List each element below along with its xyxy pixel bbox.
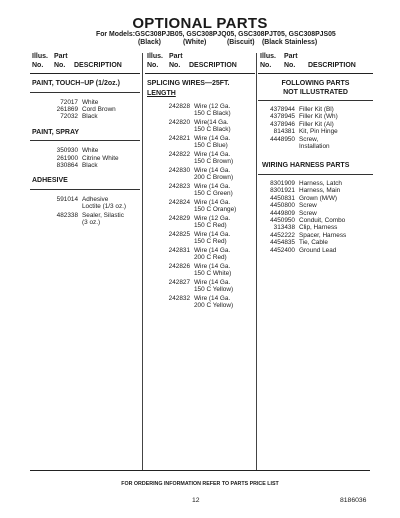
list-item: 8301909 Harness, Latch bbox=[270, 179, 342, 187]
document-number: 8186036 bbox=[340, 497, 367, 504]
column-header: Illus. No. Part No. DESCRIPTION bbox=[32, 53, 122, 69]
list-item: 4448950 Screw, Installation bbox=[270, 135, 330, 151]
list-item: 72032 Black bbox=[60, 113, 98, 121]
column-3 bbox=[258, 53, 373, 254]
list-item: 242825 Wire (14 Ga. 150 C Red) bbox=[168, 231, 231, 246]
list-item: 242832 Wire (14 Ga. 200 C Yellow) bbox=[168, 295, 234, 310]
list-item: 242830 Wire (14 Ga. 200 C Brown) bbox=[168, 167, 234, 182]
list-item: 4452222 Spacer, Harness bbox=[270, 231, 347, 239]
column-divider bbox=[142, 53, 143, 470]
header-rule bbox=[145, 73, 255, 74]
column-1 bbox=[30, 53, 140, 228]
list-item: 4449809 Screw bbox=[270, 209, 317, 217]
list-item: 313438 Clip, Harness bbox=[273, 224, 338, 232]
section-rule bbox=[258, 100, 373, 101]
models-line: For Models:GSC308PJB05, GSC308PJQ05, GSC308PJT05, GSC308PJS05 bbox=[96, 31, 336, 38]
list-item: 4450950 Conduit, Combo bbox=[270, 216, 346, 224]
section-rule bbox=[30, 140, 140, 141]
section-rule bbox=[30, 189, 140, 190]
list-item: 350930 White bbox=[56, 147, 99, 155]
list-item: 591014 Adhesive Loctite (1/3 oz.) bbox=[56, 195, 127, 211]
section-title: SPLICING WIRES—25FT. bbox=[147, 80, 230, 87]
list-item: 242822 Wire (14 Ga. 150 C Brown) bbox=[168, 151, 234, 166]
list-item: 482338 Sealer, Silastic (3 oz.) bbox=[56, 211, 124, 227]
variant-black: (Black) bbox=[138, 39, 161, 46]
list-item: 830864 Black bbox=[56, 162, 98, 170]
list-item: 4450800 Screw bbox=[270, 202, 317, 210]
list-item: 242824 Wire (14 Ga. 150 C Orange) bbox=[168, 199, 237, 214]
list-item: 4378944 Filler Kit (Bl) bbox=[270, 106, 334, 113]
section-title: WIRING HARNESS PARTS bbox=[262, 162, 350, 170]
list-item: 242829 Wire (12 Ga. 150 C Red) bbox=[168, 215, 231, 230]
page-title: OPTIONAL PARTS bbox=[132, 15, 268, 32]
list-item: 242831 Wire (14 Ga. 200 C Red) bbox=[168, 247, 231, 262]
list-item: 814381 Kit, Pin Hinge bbox=[273, 128, 338, 136]
list-item: 242828 Wire (12 Ga. 150 C Black) bbox=[168, 103, 231, 118]
footer-rule bbox=[30, 470, 370, 471]
list-item: 261869 Cord Brown bbox=[56, 105, 116, 113]
list-item: 4452400 Ground Lead bbox=[270, 246, 337, 254]
list-item: 242827 Wire (14 Ga. 150 C Yellow) bbox=[168, 279, 234, 294]
header-rule bbox=[258, 73, 373, 74]
list-item: 261900 Citrine White bbox=[56, 154, 119, 162]
ordering-note: FOR ORDERING INFORMATION REFER TO PARTS PRICE LIST bbox=[121, 481, 279, 487]
section-title: FOLLOWING PARTS NOT ILLUSTRATED bbox=[281, 80, 350, 96]
column-2 bbox=[145, 53, 255, 311]
variant-biscuit: (Biscuit) bbox=[227, 39, 255, 46]
page-number: 12 bbox=[192, 497, 200, 504]
section-subtitle: LENGTH bbox=[147, 89, 176, 97]
header-rule bbox=[30, 73, 140, 74]
section-rule bbox=[30, 92, 140, 93]
variant-white: (White) bbox=[183, 39, 207, 46]
list-item: 4378945 Filler Kit (Wh) bbox=[270, 113, 338, 121]
list-item: 4454835 Tie, Cable bbox=[270, 239, 328, 247]
list-item: 242826 Wire (14 Ga. 150 C White) bbox=[168, 263, 232, 278]
list-item: 242823 Wire (14 Ga. 150 C Green) bbox=[168, 183, 233, 198]
list-item: 8301921 Harness, Main bbox=[270, 187, 341, 195]
variant-black-stainless: (Black Stainless) bbox=[262, 39, 318, 46]
section-title: PAINT, SPRAY bbox=[32, 128, 80, 136]
list-item: 242820 Wire(14 Ga. 150 C Black) bbox=[168, 119, 231, 134]
section-rule bbox=[258, 174, 373, 175]
column-header: Illus. No. Part No. DESCRIPTION bbox=[147, 53, 237, 69]
column-divider bbox=[256, 53, 257, 470]
list-item: 72017 White bbox=[60, 98, 99, 106]
section-title: ADHESIVE bbox=[32, 177, 68, 185]
list-item: 4450831 Grown (M/W) bbox=[270, 194, 337, 202]
section-title: PAINT, TOUCH–UP (1/2oz.) bbox=[32, 80, 120, 87]
list-item: 4378946 Filler Kit (Al) bbox=[270, 120, 334, 128]
list-item: 242821 Wire (14 Ga. 150 C Blue) bbox=[168, 135, 231, 150]
column-header: Illus. No. Part No. DESCRIPTION bbox=[260, 53, 356, 69]
